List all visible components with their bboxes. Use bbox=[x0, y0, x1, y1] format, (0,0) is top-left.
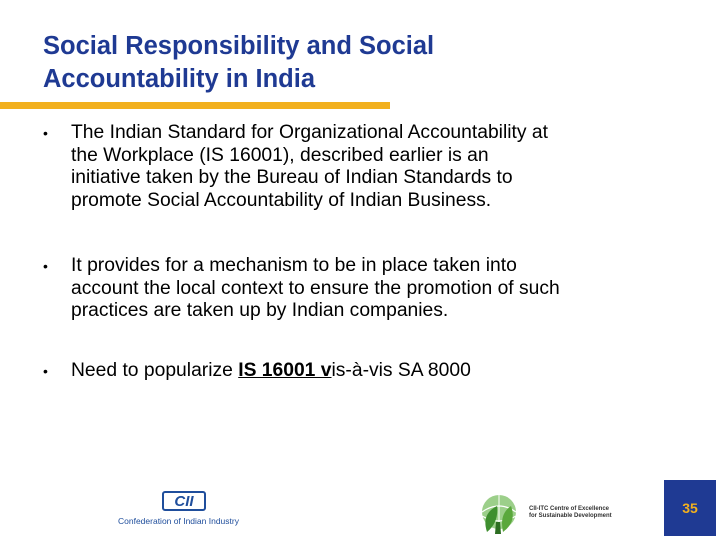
cii-logo-mark: CII bbox=[162, 491, 206, 511]
leaf-globe-icon bbox=[473, 492, 525, 536]
page-number: 35 bbox=[682, 500, 698, 516]
coe-logo-text: CII-ITC Centre of Excellence for Sustainable Development bbox=[529, 506, 612, 519]
cii-logo-caption: Confederation of Indian Industry bbox=[118, 516, 239, 526]
cii-logo bbox=[118, 491, 253, 531]
title-accent-bar bbox=[0, 102, 390, 109]
slide-title-line-2: Accountability in India bbox=[43, 65, 316, 93]
standard-emphasis: IS 16001 v bbox=[238, 360, 332, 381]
coe-logo bbox=[473, 492, 623, 536]
bullet-text: The Indian Standard for Organizational Accountability at the Workplace (IS 16001), described earlier is an initiative taken by the Bureau of Indian Standards to promote Social Accountability of Indian Business. bbox=[71, 122, 548, 211]
bullet-text bbox=[71, 360, 698, 383]
bullet-text-suffix: is-à-vis SA 8000 bbox=[331, 360, 471, 381]
bullet-marker: • bbox=[43, 258, 48, 274]
bullet-marker: • bbox=[43, 363, 48, 379]
bullet-marker: • bbox=[43, 125, 48, 141]
bullet-text-prefix: Need to popularize bbox=[71, 360, 239, 381]
slide-title bbox=[43, 30, 663, 96]
slide-title-line-1: Social Responsibility and Social bbox=[43, 32, 435, 60]
bullet-text: It provides for a mechanism to be in place taken into account the local context to ensure the promotion of such practices are taken up by Indian companies. bbox=[71, 255, 560, 321]
page-number-box bbox=[664, 480, 716, 536]
